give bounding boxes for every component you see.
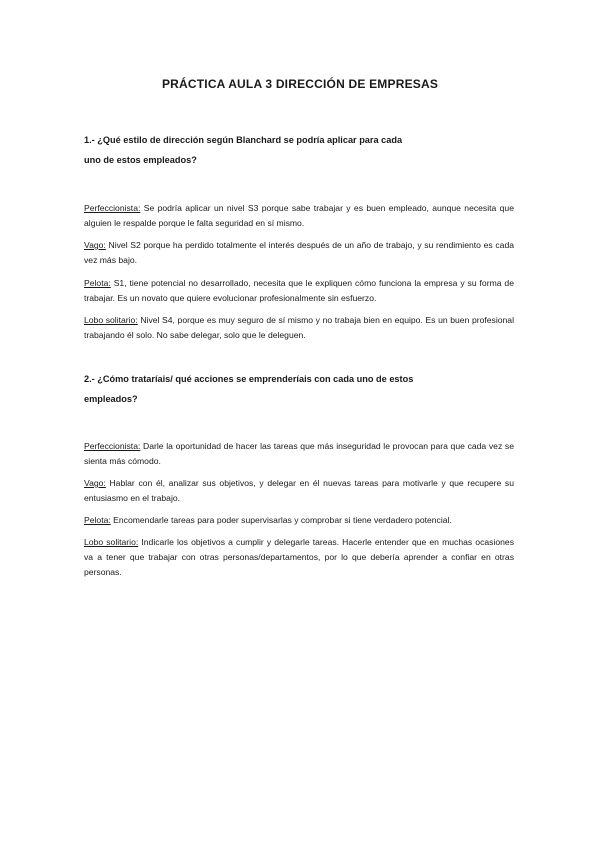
question-2-line-1: 2.- ¿Cómo trataríais/ qué acciones se emprenderíais con cada uno de estos	[84, 374, 414, 384]
answer-label: Vago:	[84, 240, 106, 250]
answer-text: Indicarle los objetivos a cumplir y delegarle tareas. Hacerle entender que en muchas ocasiones va a tener que trabajar con otras personas/departamentos, por lo que debería aprender a confiar en otras personas.	[84, 537, 514, 577]
answer-label: Perfeccionista:	[84, 441, 141, 451]
question-2	[84, 374, 413, 404]
answer-text: Encomendarle tareas para poder supervisarlas y comprobar si tiene verdadero potencial.	[110, 515, 452, 525]
question-1-line-1: 1.- ¿Qué estilo de dirección según Blanchard se podría aplicar para cada	[84, 135, 403, 145]
answer-vago-1	[84, 238, 514, 268]
question-1	[84, 135, 402, 165]
answer-text: Nivel S2 porque ha perdido totalmente el interés después de un año de trabajo, y su rendimiento es cada vez más bajo.	[84, 240, 514, 265]
answer-lobo-solitario-2	[84, 535, 514, 580]
answer-label: Perfeccionista:	[84, 203, 141, 213]
answer-lobo-solitario-1	[84, 313, 514, 343]
answer-pelota-1	[84, 276, 514, 306]
answer-text: S1, tiene potencial no desarrollado, necesita que le expliquen cómo funciona la empresa y su forma de trabajar. Es un novato que quiere evolucionar profesionalmente sin esfuerzo.	[84, 278, 514, 303]
question-2-line-2: empleados?	[84, 394, 138, 404]
answer-label: Pelota:	[84, 278, 111, 288]
answer-label: Pelota:	[84, 515, 111, 525]
answer-label: Vago:	[84, 478, 106, 488]
answer-vago-2	[84, 476, 514, 506]
answer-perfeccionista-1	[84, 201, 514, 231]
answer-text: Se podría aplicar un nivel S3 porque sabe trabajar y es buen empleado, aunque necesita que alguien le respalde porque le falta seguridad en sí mismo.	[84, 203, 514, 228]
answer-label: Lobo solitario:	[84, 537, 139, 547]
answer-text: Nivel S4, porque es muy seguro de sí mismo y no trabaja bien en equipo. Es un buen profesional trabajando él solo. No sabe delegar, solo que le deleguen.	[84, 315, 514, 340]
answer-text: Darle la oportunidad de hacer las tareas que más inseguridad le provocan para que cada vez se sienta más cómodo.	[84, 441, 514, 466]
page-title: PRÁCTICA AULA 3 DIRECCIÓN DE EMPRESAS	[161, 77, 439, 91]
question-1-line-2: uno de estos empleados?	[84, 155, 197, 165]
answer-pelota-2	[84, 513, 514, 528]
answer-label: Lobo solitario:	[84, 315, 138, 325]
answer-text: Hablar con él, analizar sus objetivos, y delegar en él nuevas tareas para motivarle y que recupere su entusiasmo en el trabajo.	[84, 478, 514, 503]
answer-perfeccionista-2	[84, 439, 514, 469]
